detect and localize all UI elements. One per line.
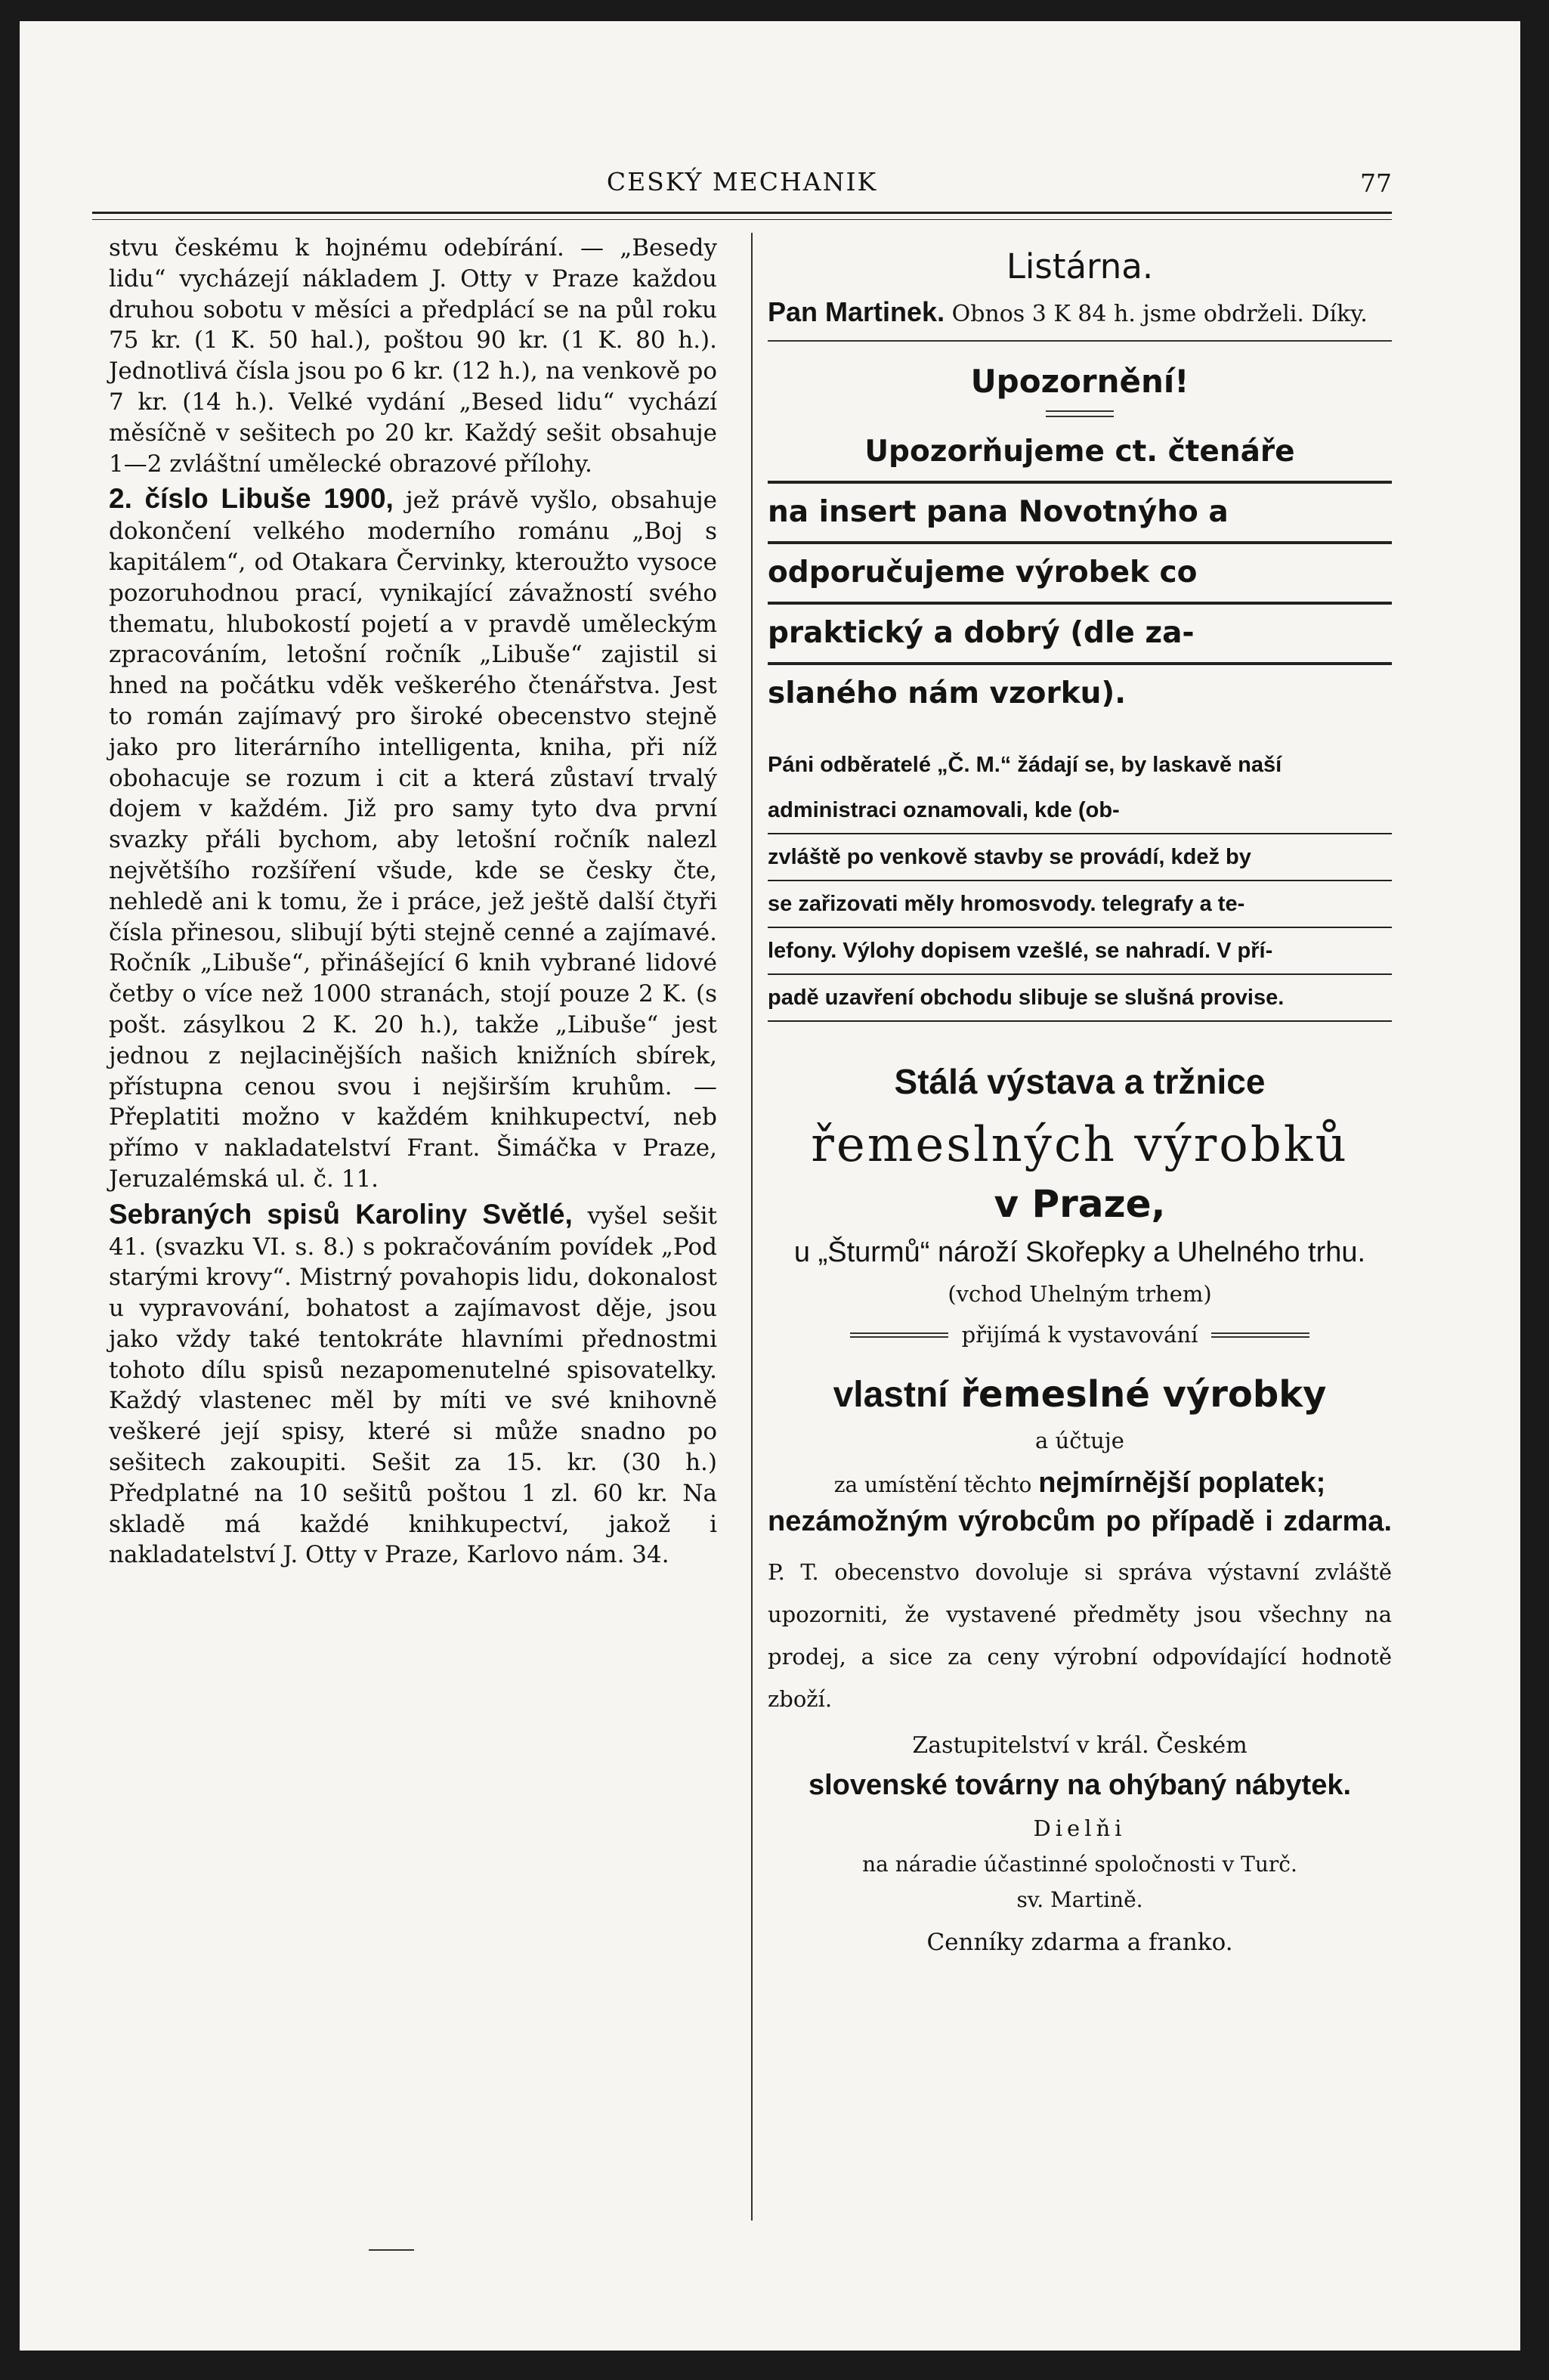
ad-address: u „Šturmů“ nároží Skořepky a Uhelného trhu. xyxy=(793,1236,1366,1268)
subscriber-line: padě uzavření obchodu slibuje se slušná provise. xyxy=(768,975,1392,1022)
libuse-heading: 2. číslo Libuše 1900, xyxy=(109,483,394,515)
ad-city: v Praze, xyxy=(994,1182,1166,1226)
ad-town: sv. Martině. xyxy=(1016,1887,1143,1912)
notice-body xyxy=(768,423,1392,723)
libuse-body: jež právě vyšlo, obsahuje dokončení velkého moderního románu „Boj s kapitálem“, od Otakara Červinky, kteroužto vysoce pozoruhodnou prací, vynikající závažností svého thematu, hlubokostí pojetí a v pravdě uměleckým zpracováním, letošní ročník „Libuše“ zajistil si hned na počátku vděk veškerého čtenářstva. Jest to román zajímavý pro široké obecenstvo stejně jako pro literárního intelligenta, kniha, při níž obohacuje se rozum i cit a která zůstaví trvalý dojem v každém. Již pro samy tyto dva první svazky přáli bychom, aby letošní ročník nalezl největšího rozšíření všude, kde se česky čte, nehledě ani k tomu, že i práce, jež ještě další čtyři čísla přinesou, slibují býti stejně cenné a zajímavé. Ročník „Libuše“, přinášející 6 knih vybrané lidové četby o více než 1000 stranách, stojí pouze 2 K. (s pošt. zásylkou 2 K. 20 h.), takže „Libuše“ jest jednou z nejlacinějších našich knižních sbírek, přístupna cenou svou i nejširším kruhům. — Přeplatiti možno v každém knihkupectví, neb přímo v nakladatelství Frant. Šimáčka v Praze, Jeruzalémská ul. č. 11. xyxy=(109,487,717,1193)
page-number: 77 xyxy=(1360,169,1392,198)
page xyxy=(20,21,1520,2351)
ad-own-b: řemeslné výrobky xyxy=(960,1373,1327,1416)
notice-line: na insert pana Novotnýho a xyxy=(768,484,1392,544)
notice-line: slaného nám vzorku). xyxy=(768,676,1127,710)
ad-workshops: Dielňi xyxy=(1033,1815,1127,1841)
header-rule-thin xyxy=(92,219,1392,220)
listarna-heading: Listárna. xyxy=(1006,246,1154,286)
paragraph-svetla xyxy=(109,1199,717,1571)
ad-fee xyxy=(768,1467,1392,1499)
subscriber-line: zvláště po venkově stavby se provádí, kdež by xyxy=(768,834,1392,881)
ad-representation: Zastupitelství v král. Českém xyxy=(912,1732,1248,1759)
notice-line: praktický a dobrý (dle za- xyxy=(768,605,1392,665)
svetla-heading: Sebraných spisů Karoliny Světlé, xyxy=(109,1198,573,1230)
svetla-body: vyšel sešit 41. (svazku VI. s. 8.) s pokračováním povídek „Pod starými krovy“. Mistrný povahopis lidu, dokonalost u vypravování, bohatost a zajímavost děje, jsou jako vždy také tentokráte hlavními přednostmi tohoto dílu spisů nezapomenutelné spisovatelky. Každý vlastenec měl by míti ve své knihovně veškeré její spisy, které si může snadno po sešitech zakoupiti. Sešit za 15. kr. (30 h.) Předplatné na 10 sešitů poštou 1 zl. 60 kr. Na skladě má každé knihkupectví, jakož i nakladatelství J. Otty v Praze, Karlovo nám. 34. xyxy=(109,1202,717,1569)
ad-fee-a: za umístění těchto xyxy=(833,1472,1032,1497)
ad-entrance: (vchod Uhelným trhem) xyxy=(948,1281,1212,1307)
notice-line: odporučujeme výrobek co xyxy=(768,544,1392,605)
ad-tools: na náradie účastinné spoločnosti v Turč. xyxy=(862,1852,1297,1877)
ad-title: Stálá výstava a tržnice xyxy=(894,1062,1266,1101)
journal-title: CESKÝ MECHANIK xyxy=(606,167,878,197)
ad-pricelist: Cenníky zdarma a franko. xyxy=(926,1929,1233,1956)
divider xyxy=(768,340,1392,342)
ad-and: a účtuje xyxy=(1035,1428,1124,1453)
left-column xyxy=(109,233,717,1571)
header-rule xyxy=(92,212,1392,214)
double-rule xyxy=(1211,1332,1309,1338)
ad-own-products xyxy=(768,1373,1392,1416)
ad-factory: slovenské továrny na ohýbaný nábytek. xyxy=(808,1769,1352,1801)
subscriber-line: Páni odběratelé „Č. M.“ žádají se, by laskavě naší administraci oznamovali, kde (ob- xyxy=(768,742,1392,834)
notice-title: Upozornění! xyxy=(970,363,1189,400)
ad-accepts: přijímá k vystavování xyxy=(961,1322,1198,1348)
subscriber-line: se zařizovati měly hromosvody. telegrafy a te- xyxy=(768,881,1392,928)
ad-public-notice: P. T. obecenstvo dovoluje si správa výstavní zvláště upozorniti, že vystavené předměty jsou všechny na prodej, a sice za ceny výrobní odpovídající hodnotě zboží. xyxy=(768,1559,1392,1712)
paragraph-libuse xyxy=(109,484,717,1194)
listarna-text: Obnos 3 K 84 h. jsme obdrželi. Díky. xyxy=(951,301,1368,327)
listarna-name: Pan Martinek. xyxy=(768,296,945,327)
running-header xyxy=(92,161,1392,206)
notice-line: Upozorňujeme ct. čtenáře xyxy=(768,423,1392,484)
ad-own-a: vlastní xyxy=(833,1375,948,1415)
ad-poor: nezámožným výrobcům po případě i zdarma. xyxy=(768,1506,1392,1537)
listarna-entry xyxy=(768,297,1392,330)
subscriber-line: lefony. Výlohy dopisem vzešlé, se nahradí. V pří- xyxy=(768,928,1392,975)
ad-subtitle: řemeslných výrobků xyxy=(811,1117,1349,1173)
end-dash xyxy=(369,2249,414,2251)
double-rule xyxy=(850,1332,948,1338)
ad-fee-b: nejmírnější poplatek; xyxy=(1038,1467,1326,1499)
right-column xyxy=(768,233,1392,1956)
subscriber-notice xyxy=(768,742,1392,1022)
column-divider xyxy=(751,233,753,2221)
ad-accepts-row xyxy=(768,1322,1392,1348)
double-rule xyxy=(1046,410,1114,417)
paragraph-besedy-lidu: stvu českému k hojnému odebírání. — „Besedy lidu“ vycházejí nákladem J. Otty v Praze každou druhou sobotu v měsíci a předplácí se na půl roku 75 kr. (1 K. 50 hal.), poštou 90 kr. (1 K. 80 h.). Jednotlivá čísla jsou po 6 kr. (12 h.), na venkově po 7 kr. (14 h.). Velké vydání „Besed lidu“ vychází měsíčně v sešitech po 20 kr. Každý sešit obsahuje 1—2 zvláštní umělecké obrazové přílohy. xyxy=(109,234,717,478)
